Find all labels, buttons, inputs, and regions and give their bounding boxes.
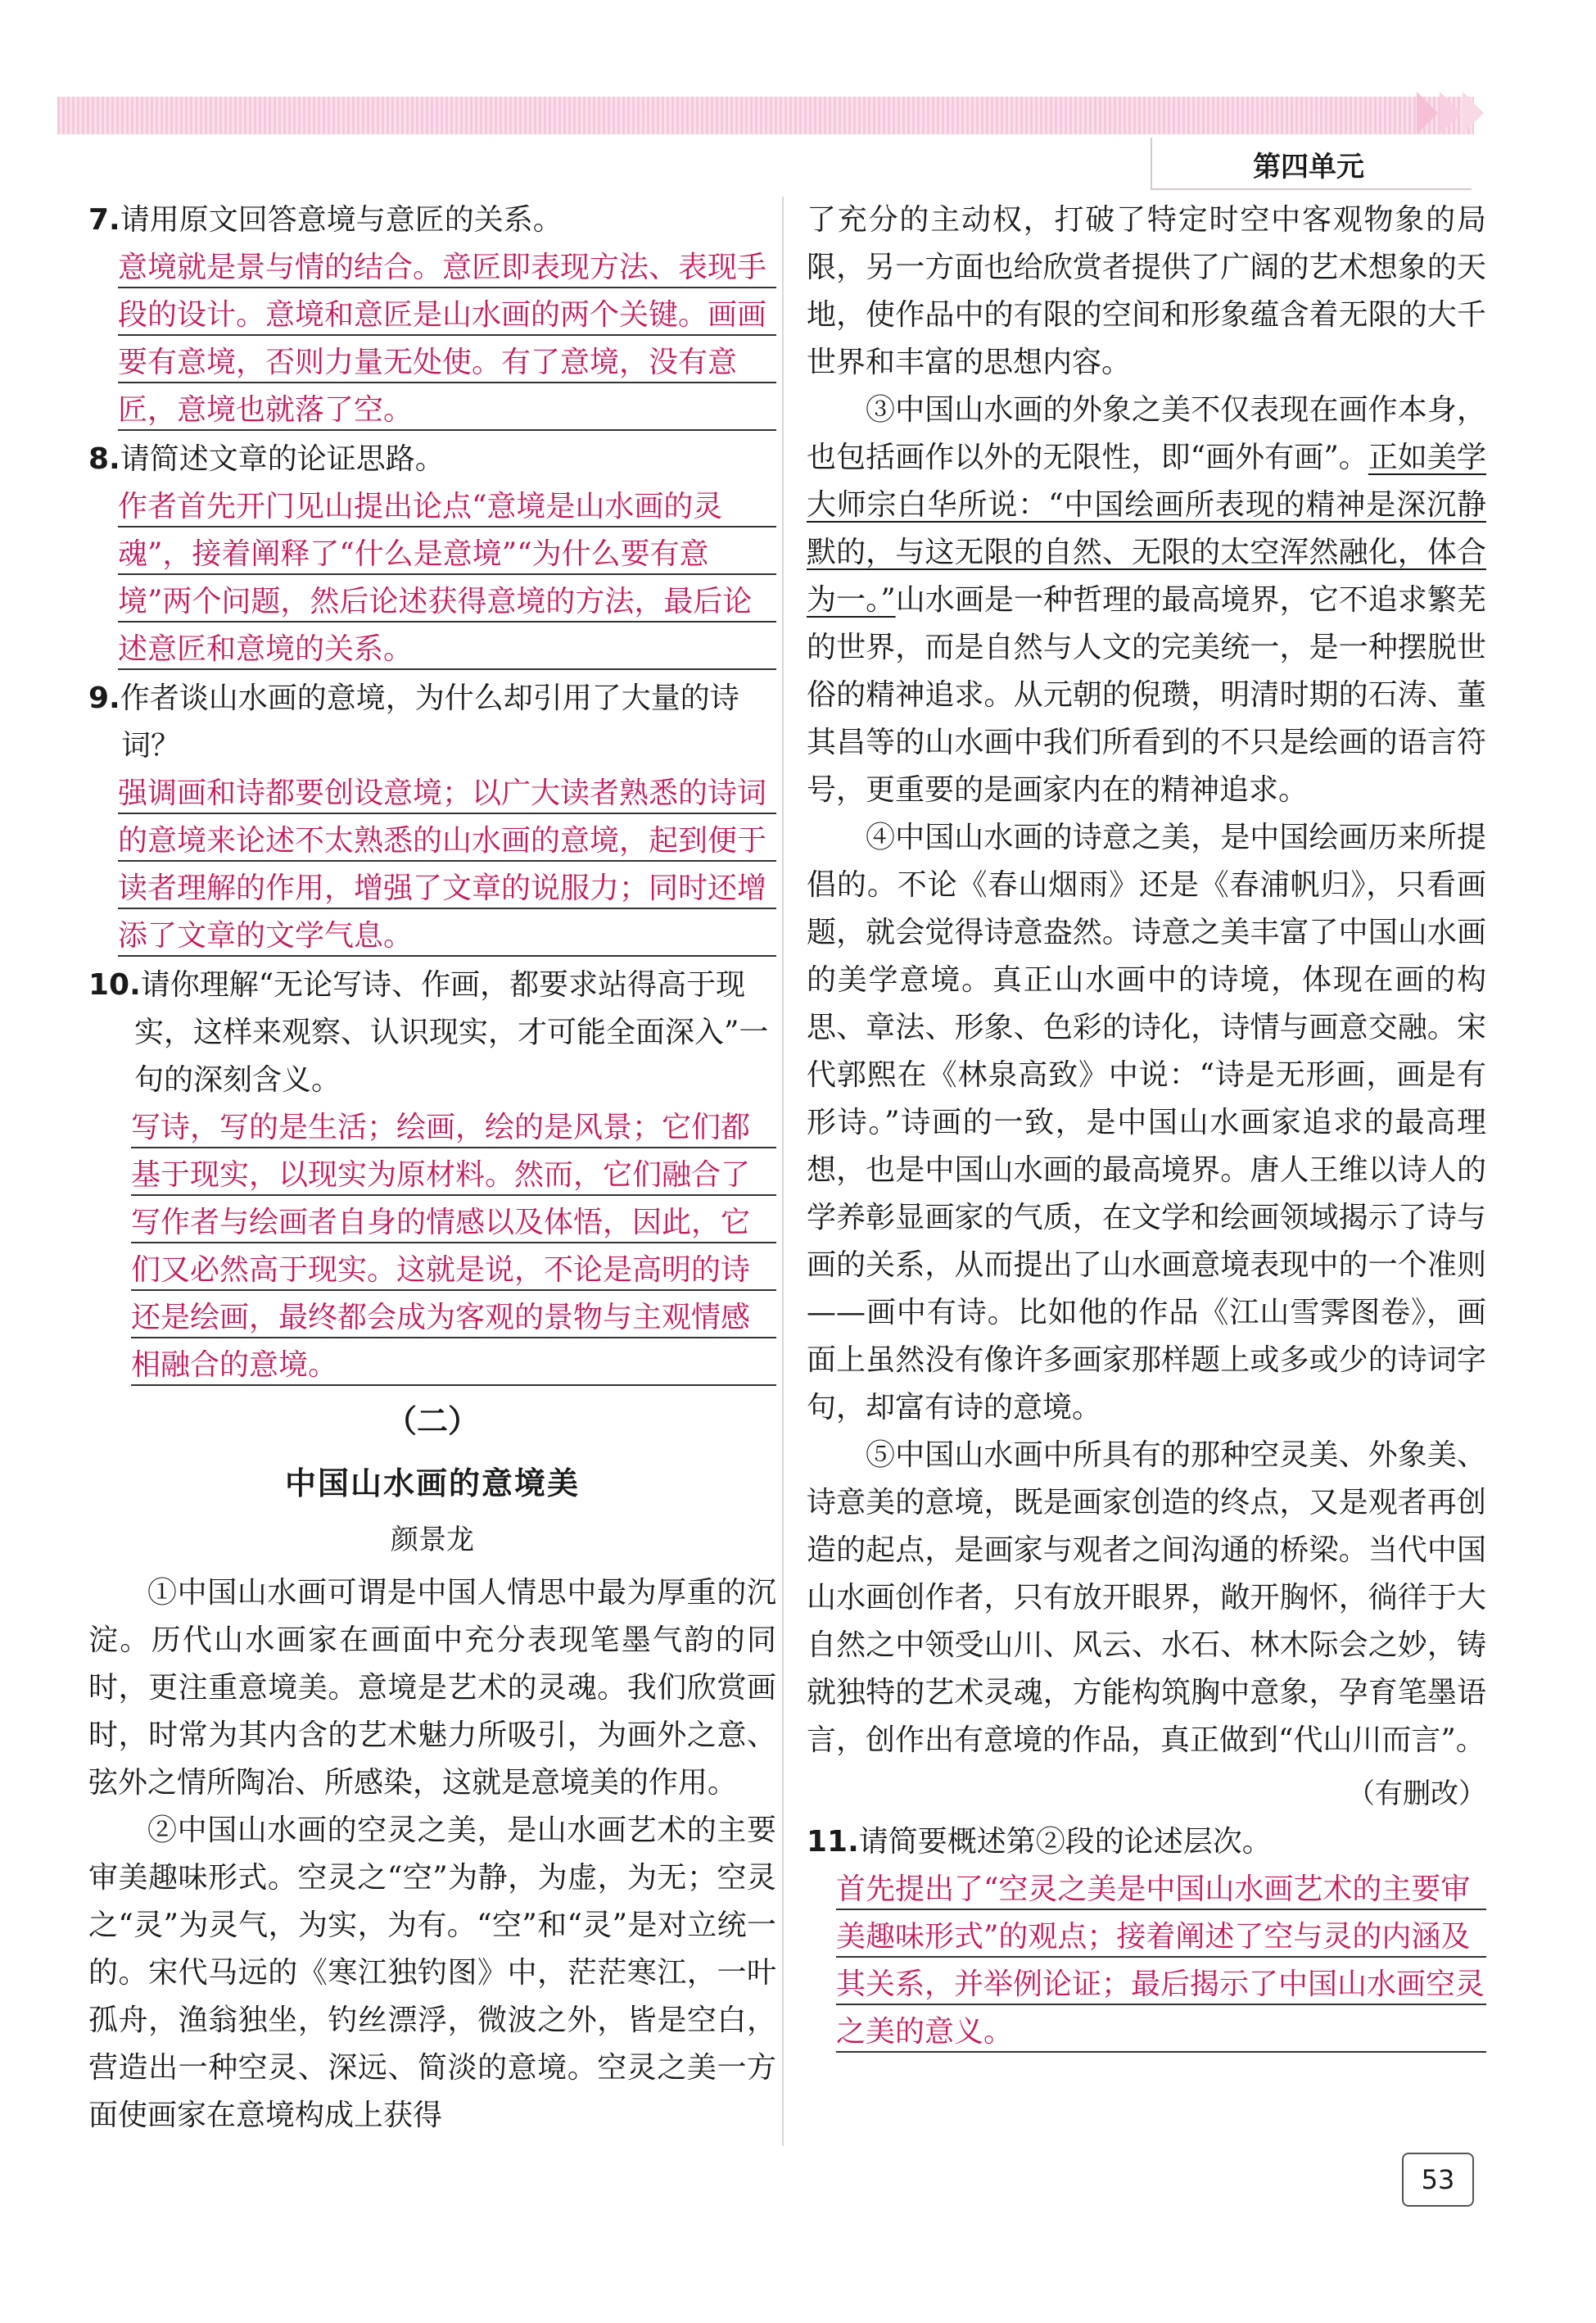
answer-9: 强调画和诗都要创设意境；以广大读者熟悉的诗词的意境来论述不太熟悉的山水画的意境，起到便于读者理解的作用，增强了文章的说服力；同时还增添了文章的文学气息。 (118, 770, 776, 960)
answer-8: 作者首先开门见山提出论点“意境是山水画的灵魂”，接着阐释了“什么是意境”“为什么要有意境”两个问题，然后论述获得意境的方法，最后论述意匠和意境的关系。 (118, 483, 776, 673)
question-10: 10.请你理解“无论写诗、作画，都要求站得高于现实，这样来观察、认识现实，才可能全面深入”一句的深刻含义。 (88, 968, 769, 1097)
paragraph-5: ⑤中国山水画中所具有的那种空灵美、外象美、诗意美的意境，既是画家创造的终点，又是观者再创造的起点，是画家与观者之间沟通的桥梁。当代中国山水画创作者，只有放开眼界，敞开胸怀，徜徉于大自然之中领受山川、风云、水石、林木际会之妙，铸就独特的艺术灵魂，方能构筑胸中意象，孕育笔墨语言，创作出有意境的作品，真正做到“代山川而言”。 (807, 1438, 1486, 1757)
question-11: 11.请简要概述第②段的论述层次。 (807, 1825, 1272, 1859)
paragraph-2: ②中国山水画的空灵之美，是山水画艺术的主要审美趣味形式。空灵之“空”为静，为虚，为无；空灵之“灵”为灵气，为实，为有。“空”和“灵”是对立统一的。宋代马远的《寒江独钓图》中，茫茫寒江，一叶孤舟，渔翁独坐，钓丝漂浮，微波之外，皆是空白，营造出一种空灵、深远、简淡的意境。空灵之美一方面使画家在意境构成上获得 (88, 1814, 776, 2132)
right-column (807, 197, 1486, 2058)
section-heading: （二） (385, 1402, 479, 1439)
article-title: 中国山水画的意境美 (284, 1465, 580, 1501)
header-chevrons-icon (1417, 92, 1484, 138)
paragraph-4: ④中国山水画的诗意之美，是中国绘画历来所提倡的。不论《春山烟雨》还是《春浦帆归》，只看画题，就会觉得诗意盎然。诗意之美丰富了中国山水画的美学意境。真正山水画中的诗境，体现在画的构思、章法、形象、色彩的诗化，诗情与画意交融。宋代郭熙在《林泉高致》中说：“诗是无形画，画是有形诗。”诗画的一致，是中国山水画家追求的最高理想，也是中国山水画的最高境界。唐人王维以诗人的学养彰显画家的气质，在文学和绘画领域揭示了诗与画的关系，从而提出了山水画意境表现中的一个准则——画中有诗。比如他的作品《江山雪霁图卷》，画面上虽然没有像许多画家那样题上或多或少的诗词字句，却富有诗的意境。 (807, 821, 1486, 1424)
question-7: 7.请用原文回答意境与意匠的关系。 (88, 203, 563, 237)
question-8: 8.请简述文章的论证思路。 (88, 442, 445, 476)
article-author: 颜景龙 (391, 1524, 474, 1556)
unit-label: 第四单元 (1253, 151, 1364, 183)
answer-11: 首先提出了“空灵之美是中国山水画艺术的主要审美趣味形式”的观点；接着阐述了空与灵的内涵及其关系，并举例论证；最后揭示了中国山水画空灵之美的意义。 (836, 1866, 1486, 2056)
paragraph-3: ③中国山水画的外象之美不仅表现在画作本身，也包括画作以外的无限性，即“画外有画”。正如美学大师宗白华所说：“中国绘画所表现的精神是深沉静默的，与这无限的自然、无限的太空浑然融化，体合为一。”山水画是一种哲理的最高境界，它不追求繁芜的世界，而是自然与人文的完美统一，是一种摆脱世俗的精神追求。从元朝的倪瓒，明清时期的石涛、董其昌等的山水画中我们所看到的不只是绘画的语言符号，更重要的是画家内在的精神追求。 (807, 393, 1486, 807)
header-band (57, 97, 1474, 134)
column-divider (782, 197, 784, 2146)
underlined-quote: 正如美学大师宗白华所说：“中国绘画所表现的精神是深沉静默的，与这无限的自然、无限的太空浑然融化，体合为一。” (807, 441, 1486, 617)
left-column (88, 197, 776, 2140)
question-9: 9.作者谈山水画的意境，为什么却引用了大量的诗词？ (88, 682, 739, 763)
edit-note: （有删改） (1347, 1777, 1486, 1810)
paragraph-2-continued: 了充分的主动权，打破了特定时空中客观物象的局限，另一方面也给欣赏者提供了广阔的艺术想象的天地，使作品中的有限的空间和形象蕴含着无限的大千世界和丰富的思想内容。 (807, 203, 1486, 379)
answer-7: 意境就是景与情的结合。意匠即表现方法、表现手段的设计。意境和意匠是山水画的两个关键。画画要有意境，否则力量无处使。有了意境，没有意匠，意境也就落了空。 (118, 244, 776, 434)
paragraph-1: ①中国山水画可谓是中国人情思中最为厚重的沉淀。历代山水画家在画面中充分表现笔墨气韵的同时，更注重意境美。意境是艺术的灵魂。我们欣赏画时，时常为其内含的艺术魅力所吸引，为画外之意、弦外之情所陶冶、所感染，这就是意境美的作用。 (88, 1576, 776, 1800)
answer-10: 写诗，写的是生活；绘画，绘的是风景；它们都基于现实，以现实为原材料。然而，它们融合了写作者与绘画者自身的情感以及体悟，因此，它们又必然高于现实。这就是说，不论是高明的诗还是绘画，最终都会成为客观的景物与主观情感相融合的意境。 (131, 1104, 776, 1389)
page-number: 53 (1402, 2153, 1474, 2207)
